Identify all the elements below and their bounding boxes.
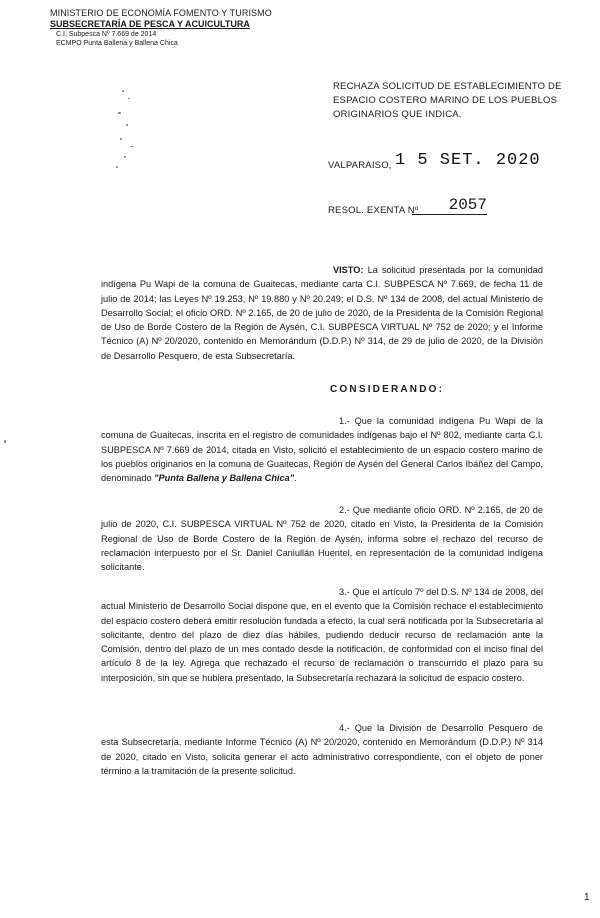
letterhead bbox=[50, 8, 272, 48]
scan-speck bbox=[128, 98, 130, 99]
scan-speck bbox=[130, 146, 133, 147]
ministry-name: MINISTERIO DE ECONOMÍA FOMENTO Y TURISMO bbox=[50, 8, 272, 18]
visto-label: VISTO: bbox=[333, 265, 364, 275]
reference-ci: C.I. Subpesca Nº 7.669 de 2014 bbox=[56, 31, 157, 38]
considerando-heading: CONSIDERANDO: bbox=[330, 384, 445, 395]
item-text: Que mediante oficio ORD. Nº 2.165, de 20 de julio de 2020, C.I. SUBPESCA VIRTUAL Nº 752 de 2020, citado en Visto, la Presidenta de la Comisión Regional de Uso de Borde Costero de la Región de Aysén, informa sobre el rechazo del recurso de reclamación interpuesto por el Sr. Daniel Caniullán Huentel, en representación de la comunidad indígena solicitante. bbox=[101, 505, 543, 573]
scan-speck bbox=[120, 138, 122, 140]
considerando-item-3 bbox=[101, 585, 543, 685]
reference-ecmpo: ECMPO Punta Ballena y Ballena Chica bbox=[56, 40, 178, 47]
considerando-item-4 bbox=[101, 721, 543, 778]
resolution-title: RECHAZA SOLICITUD DE ESTABLECIMIENTO DE ESPACIO COSTERO MARINO DE LOS PUEBLOS ORIGINARIOS QUE INDICA. bbox=[333, 81, 562, 120]
scan-speck bbox=[124, 156, 126, 158]
item-number: 3.- bbox=[339, 587, 350, 597]
resolution-number: 2057 bbox=[412, 196, 487, 215]
item-number: 1.- bbox=[339, 416, 350, 426]
place-label: VALPARAISO, bbox=[328, 160, 392, 171]
item-number: 2.- bbox=[339, 505, 350, 515]
scan-speck bbox=[122, 90, 124, 92]
scan-speck bbox=[126, 124, 128, 126]
item-text: Que la División de Desarrollo Pesquero de esta Subsecretaría, mediante Informe Técnico (A) Nº 20/2020, contenido en Memorándum (D.D.P.) Nº 314 de 2020, citado en Visto, solicita generar el acto administrativo correspondiente, con el objeto de poner término a la tramitación de la presente solicitud. bbox=[101, 723, 543, 776]
visto-text: La solicitud presentada por la comunidad indígena Pu Wapi de la comuna de Guaitecas, mediante carta C.I. SUBPESCA Nº 7.669, de fecha 11 de julio de 2014; las Leyes Nº 19.253, Nº 19.880 y Nº 20.249; el D.S. Nº 134 de 2008, del actual Ministerio de Desarrollo Social; el oficio ORD. Nº 2.165, de 20 de julio de 2020, de la Presidenta de la Comisión Regional de Uso de Borde Costero de la Región de Aysén, C.I. SUBPESCA VIRTUAL Nº 752 de 2020; y el Informe Técnico (A) Nº 20/2020, contenido en Memorándum (D.D.P.) Nº 314, de 29 de julio de 2020, de la División de Desarrollo Pesquero, de esta Subsecretaría. bbox=[101, 265, 543, 361]
visto-paragraph bbox=[101, 263, 543, 363]
scan-speck bbox=[118, 112, 121, 114]
page-number: 1 bbox=[584, 892, 590, 903]
considerando-item-2 bbox=[101, 503, 543, 574]
scan-speck bbox=[116, 166, 118, 168]
date-stamp: 1 5 SET. 2020 bbox=[395, 151, 541, 170]
item-text-end: . bbox=[294, 473, 297, 484]
resolution-label: RESOL. EXENTA Nº bbox=[328, 205, 419, 216]
item-text: Que el artículo 7º del D.S. Nº 134 de 2008, del actual Ministerio de Desarrollo Social dispone que, en el evento que la Comisión rechace el establecimiento del espacio costero deberá emitir resolución fundada a efecto, la cual será notificada por la Subsecretaría al solicitante, dentro del plazo de diez días hábiles, pudiendo deducir recurso de reclamación ante la Comisión, dentro del plazo de un mes contado desde la notificación, de conformidad con el inciso final del artículo 8 de la ley. Agrega que rechazado el recurso de reclamación o transcurrido el plazo para su interposición, sin que se hubiera presentado, la Subsecretaría rechazará la solicitud de espacio costero. bbox=[101, 587, 543, 683]
item-text: Que la comunidad indígena Pu Wapi de la comuna de Guaitecas, inscrita en el registro de comunidades indígenas bajo el Nº 802, mediante carta C.I. SUBPESCA Nº 7.669 de 2014, citada en Visto, solicitó el establecimiento de un espacio costero marino de los pueblos originarios en la comuna de Guaitecas, Región de Aysén del General Carlos Ibáñez del Campo, denominado bbox=[101, 416, 543, 484]
item-emphasis: "Punta Ballena y Ballena Chica" bbox=[154, 473, 295, 484]
scan-speck bbox=[4, 440, 6, 443]
considerando-item-1 bbox=[101, 414, 543, 485]
item-number: 4.- bbox=[339, 723, 350, 733]
subsecretaria-name: SUBSECRETARÍA DE PESCA Y ACUICULTURA bbox=[50, 19, 250, 29]
